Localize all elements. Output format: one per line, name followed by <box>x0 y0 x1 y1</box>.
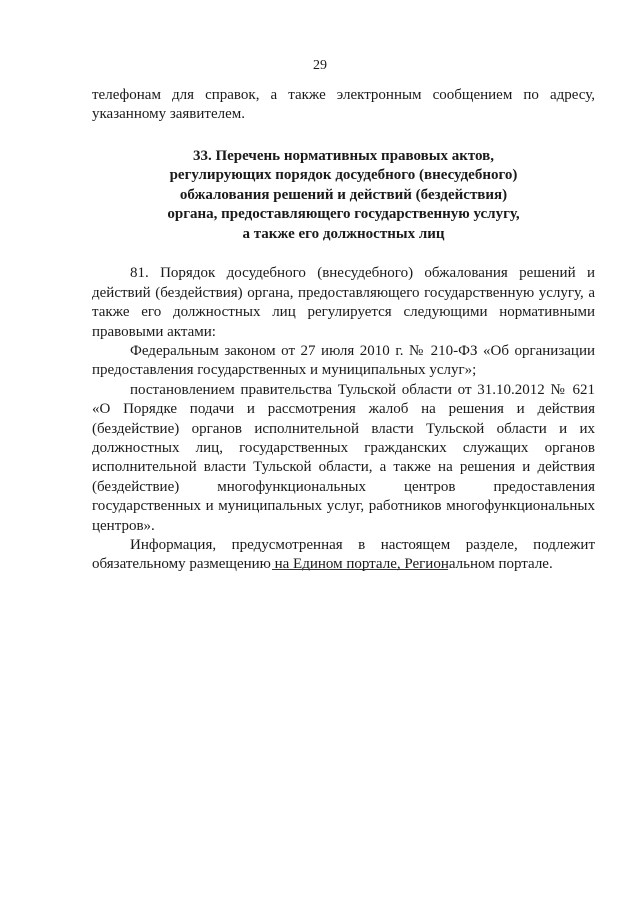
section-title-line: 33. Перечень нормативных правовых актов, <box>192 147 495 164</box>
paragraph-regional-resolution: постановлением правительства Тульской области от 31.10.2012 № 621 «О Порядке подачи и рассмотрения жалоб на решения и действия (бездействие) органов исполнительной власти Тульской области и их должностных лиц, государственных гражданских служащих органов исполнительной власти Тульской области, а также на решения и действия (бездействие) многофункциональных центров предоставления государственных и муниципальных услуг, работников многофункциональных центров». <box>92 381 595 534</box>
section-title-line: регулирующих порядок досудебного (внесудебного) <box>169 167 518 184</box>
paragraph-information: Информация, предусмотренная в настоящем разделе, подлежит обязательному размещению на Едином портале, Региональном портале. <box>92 537 595 573</box>
page-number: 29 <box>313 58 327 73</box>
paragraph-federal-law: Федеральным законом от 27 июля 2010 г. № 210-ФЗ «Об организации предоставления государственных и муниципальных услуг»; <box>92 342 595 379</box>
section-title-line: органа, предоставляющего государственную услугу, <box>167 206 520 223</box>
section-title-line: обжалования решений и действий (бездействия) <box>179 186 508 203</box>
section-title <box>92 147 595 245</box>
document-body <box>92 86 595 575</box>
intro-paragraph: телефонам для справок, а также электронным сообщением по адресу, указанному заявителем. <box>92 87 595 123</box>
paragraph-81: 81. Порядок досудебного (внесудебного) обжалования решений и действий (бездействия) органа, предоставляющего государственную услугу, а также его должностных лиц регулируется следующими нормативными правовыми актами: <box>92 265 595 340</box>
end-divider <box>272 569 448 570</box>
section-title-line: а также его должностных лиц <box>242 225 445 242</box>
